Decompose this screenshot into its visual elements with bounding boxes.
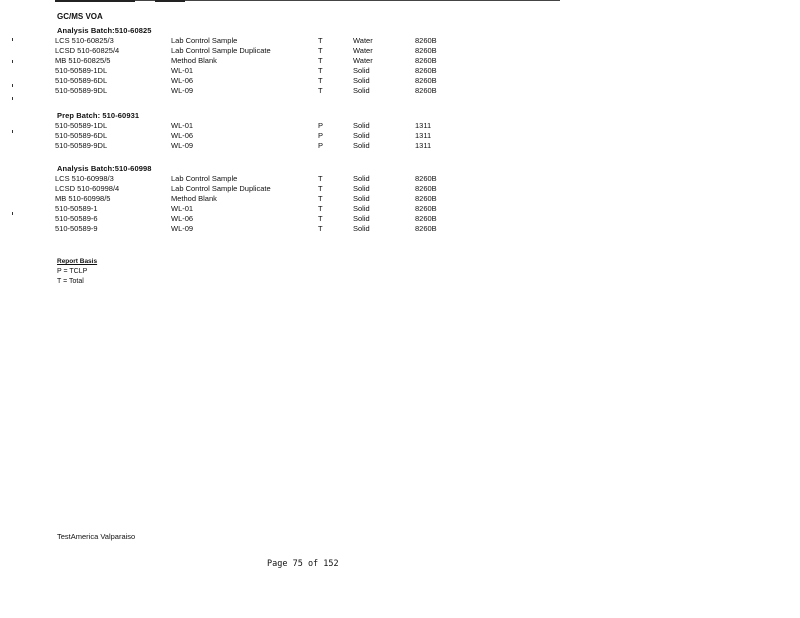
method: 8260B: [415, 214, 437, 223]
report-basis: T: [318, 214, 323, 223]
method: 8260B: [415, 224, 437, 233]
report-basis: T: [318, 66, 323, 75]
report-basis: P: [318, 141, 324, 150]
scan-mark: [12, 60, 13, 63]
matrix: Solid: [353, 204, 370, 213]
report-basis: T: [318, 46, 323, 55]
sample-id: LCSD 510-60998/4: [55, 184, 120, 193]
lab-name-footer: TestAmerica Valparaiso: [57, 532, 136, 541]
sample-description: Method Blank: [171, 56, 217, 65]
legend-title: Report Basis: [57, 258, 98, 265]
sample-id: 510-50589-9DL: [55, 86, 108, 95]
sample-id: LCS 510-60998/3: [55, 174, 114, 183]
sample-id: 510-50589-1DL: [55, 66, 108, 75]
table-row: [55, 224, 455, 234]
batch-label: Analysis Batch:510-60998: [57, 164, 152, 173]
matrix: Water: [353, 56, 373, 65]
sample-description: WL-01: [171, 121, 194, 130]
method: 8260B: [415, 174, 437, 183]
matrix: Solid: [353, 66, 370, 75]
table-row: [55, 56, 455, 66]
section-title: GC/MS VOA: [57, 12, 103, 21]
table-row: [55, 204, 455, 214]
sample-description: WL-09: [171, 224, 194, 233]
matrix: Solid: [353, 224, 370, 233]
sample-description: Lab Control Sample Duplicate: [171, 184, 271, 193]
table-row: [55, 194, 455, 204]
method: 1311: [415, 131, 432, 140]
matrix: Water: [353, 36, 373, 45]
sample-description: WL-01: [171, 66, 194, 75]
legend-item: P = TCLP: [57, 268, 88, 275]
sample-id: 510-50589-1DL: [55, 121, 108, 130]
table-row: [55, 86, 455, 96]
matrix: Solid: [353, 194, 370, 203]
sample-id: 510-50589-1: [55, 204, 98, 213]
sample-id: 510-50589-6DL: [55, 131, 108, 140]
report-basis: T: [318, 184, 323, 193]
sample-id: 510-50589-6DL: [55, 76, 108, 85]
sample-id: LCSD 510-60825/4: [55, 46, 120, 55]
matrix: Solid: [353, 174, 370, 183]
batch-label: Analysis Batch:510-60825: [57, 26, 152, 35]
method: 1311: [415, 121, 432, 130]
table-row: [55, 141, 455, 151]
sample-description: Lab Control Sample: [171, 36, 238, 45]
sample-description: Lab Control Sample Duplicate: [171, 46, 271, 55]
sample-id: 510-50589-6: [55, 214, 98, 223]
report-basis: P: [318, 131, 324, 140]
method: 8260B: [415, 86, 437, 95]
matrix: Solid: [353, 76, 370, 85]
sample-description: Lab Control Sample: [171, 174, 238, 183]
report-basis: T: [318, 36, 323, 45]
matrix: Water: [353, 46, 373, 55]
table-row: [55, 184, 455, 194]
sample-description: Method Blank: [171, 194, 217, 203]
sample-id: MB 510-60998/5: [55, 194, 111, 203]
matrix: Solid: [353, 214, 370, 223]
method: 8260B: [415, 56, 437, 65]
sample-description: WL-06: [171, 131, 194, 140]
method: 8260B: [415, 194, 437, 203]
method: 8260B: [415, 46, 437, 55]
scan-mark: [12, 130, 13, 133]
matrix: Solid: [353, 131, 370, 140]
sample-id: 510-50589-9DL: [55, 141, 108, 150]
matrix: Solid: [353, 141, 370, 150]
report-basis: T: [318, 56, 323, 65]
report-basis: T: [318, 76, 323, 85]
sample-description: WL-09: [171, 141, 194, 150]
scan-mark: [12, 84, 13, 87]
table-row: [55, 174, 455, 184]
page-number: Page 75 of 152: [267, 559, 339, 569]
report-basis: T: [318, 194, 323, 203]
report-basis: T: [318, 204, 323, 213]
method: 8260B: [415, 204, 437, 213]
method: 8260B: [415, 66, 437, 75]
scan-mark: [12, 212, 13, 215]
sample-description: WL-09: [171, 86, 194, 95]
table-row: [55, 121, 455, 131]
matrix: Solid: [353, 86, 370, 95]
table-row: [55, 46, 455, 56]
cut-off-header-text: [55, 0, 135, 2]
table-row: [55, 76, 455, 86]
sample-id: MB 510-60825/5: [55, 56, 111, 65]
batch-label: Prep Batch: 510-60931: [57, 111, 140, 120]
report-basis: T: [318, 86, 323, 95]
method: 8260B: [415, 184, 437, 193]
sample-id: 510-50589-9: [55, 224, 98, 233]
legend-item: T = Total: [57, 278, 84, 285]
method: 8260B: [415, 36, 437, 45]
sample-id: LCS 510-60825/3: [55, 36, 114, 45]
scan-mark: [12, 97, 13, 100]
table-row: [55, 214, 455, 224]
cut-off-header-text: [155, 0, 185, 2]
method: 1311: [415, 141, 432, 150]
report-basis: T: [318, 224, 323, 233]
table-row: [55, 36, 455, 46]
matrix: Solid: [353, 184, 370, 193]
scan-mark: [12, 38, 13, 41]
report-basis: T: [318, 174, 323, 183]
sample-description: WL-01: [171, 204, 194, 213]
table-row: [55, 131, 455, 141]
method: 8260B: [415, 76, 437, 85]
sample-description: WL-06: [171, 214, 194, 223]
matrix: Solid: [353, 121, 370, 130]
report-basis: P: [318, 121, 324, 130]
sample-description: WL-06: [171, 76, 194, 85]
table-row: [55, 66, 455, 76]
